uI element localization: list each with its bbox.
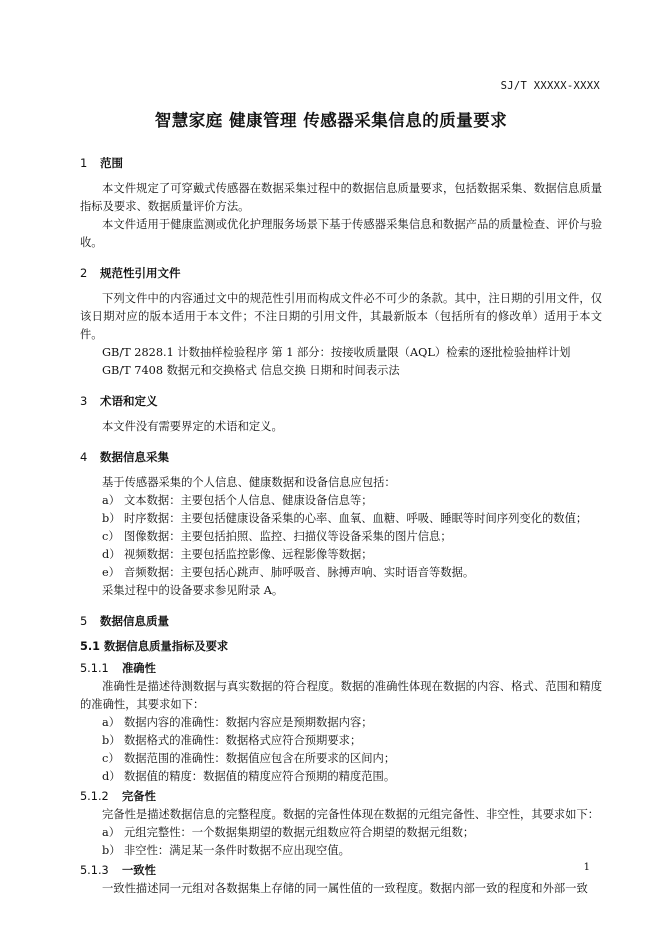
clause-5-1-2-heading [80, 788, 602, 806]
section-number: 2 [80, 266, 88, 280]
list-text: 数据内容的准确性：数据内容应是预期数据内容； [124, 716, 373, 729]
clause-number: 5.1.3 [80, 864, 109, 877]
paragraph: 本文件没有需要界定的术语和定义。 [102, 420, 283, 433]
subsection-5-1-heading: 5.1 数据信息质量指标及要求 [80, 640, 229, 653]
paragraph: 完备性是描述数据信息的完整程度。数据的完备性体现在数据的元组完备性、非空性，其要求如下： [102, 808, 600, 821]
paragraph: 采集过程中的设备要求参见附录 A。 [102, 584, 284, 597]
list-marker: c） [102, 530, 120, 543]
list-marker: d） [102, 548, 121, 561]
paragraph: 准确性是描述待测数据与真实数据的符合程度。数据的准确性体现在数据的内容、格式、范围和精度的准确性，其要求如下： [80, 680, 602, 711]
section-4-heading [80, 448, 602, 466]
list-text: 数据值的精度：数据值的精度应符合预期的精度范围。 [124, 770, 396, 783]
clause-number: 5.1.2 [80, 790, 109, 803]
clause-5-1-1-heading [80, 660, 602, 678]
list-marker: a） [102, 494, 121, 507]
list-marker: d） [102, 770, 121, 783]
list-text: 元组完整性：一个数据集期望的数据元组数应符合期望的数据元组数； [124, 826, 475, 839]
standard-code: SJ/T XXXXX-XXXX [500, 80, 600, 92]
list-marker: b） [102, 844, 121, 857]
normative-reference: GB/T 2828.1 计数抽样检验程序 第 1 部分：按接收质量限（AQL）检索的逐批检验抽样计划 [102, 346, 571, 359]
section-2-heading [80, 264, 602, 282]
paragraph: 基于传感器采集的个人信息、健康数据和设备信息应包括： [102, 476, 396, 489]
list-item [80, 510, 602, 528]
section-title: 数据信息质量 [100, 614, 169, 628]
section-number: 1 [80, 156, 88, 170]
clause-5-1-3-heading [80, 862, 602, 880]
clause-number: 5.1.1 [80, 662, 109, 675]
section-5-heading [80, 612, 602, 630]
list-item [80, 528, 602, 546]
section-number: 5 [80, 614, 88, 628]
list-marker: a） [102, 716, 121, 729]
list-marker: c） [102, 752, 120, 765]
list-item [80, 564, 602, 582]
section-title: 数据信息采集 [100, 450, 169, 464]
list-text: 文本数据：主要包括个人信息、健康设备信息等； [124, 494, 373, 507]
list-marker: b） [102, 512, 121, 525]
document-title: 智慧家庭 健康管理 传感器采集信息的质量要求 [154, 111, 508, 130]
list-marker: a） [102, 826, 121, 839]
section-title: 范围 [100, 156, 123, 170]
list-text: 非空性：满足某一条件时数据不应出现空值。 [124, 844, 350, 857]
list-item [80, 842, 602, 860]
list-text: 数据范围的准确性：数据值应包含在所要求的区间内； [124, 752, 396, 765]
section-1-heading [80, 154, 602, 172]
paragraph: 下列文件中的内容通过文中的规范性引用而构成文件必不可少的条款。其中，注日期的引用文件，仅该日期对应的版本适用于本文件；不注日期的引用文件，其最新版本（包括所有的修改单）适用于本文件。 [80, 292, 602, 341]
section-title: 规范性引用文件 [100, 266, 181, 280]
list-item [80, 546, 602, 564]
section-title: 术语和定义 [100, 394, 158, 408]
list-item [80, 732, 602, 750]
section-number: 4 [80, 450, 88, 464]
paragraph: 一致性描述同一元组对各数据集上存储的同一属性值的一致程度。数据内部一致的程度和外部一致 [102, 882, 588, 895]
list-item [80, 750, 602, 768]
normative-reference: GB/T 7408 数据元和交换格式 信息交换 日期和时间表示法 [102, 364, 400, 377]
list-text: 数据格式的准确性：数据格式应符合预期要求； [124, 734, 362, 747]
paragraph: 本文件规定了可穿戴式传感器在数据采集过程中的数据信息质量要求，包括数据采集、数据信息质量指标及要求、数据质量评价方法。 [80, 182, 602, 213]
list-item [80, 492, 602, 510]
list-marker: b） [102, 734, 121, 747]
list-text: 视频数据：主要包括监控影像、远程影像等数据； [124, 548, 373, 561]
page-number: 1 [583, 862, 590, 873]
section-number: 3 [80, 394, 88, 408]
list-item [80, 824, 602, 842]
clause-title: 完备性 [122, 790, 156, 803]
document-body [80, 148, 602, 898]
list-item [80, 714, 602, 732]
list-text: 音频数据：主要包括心跳声、肺呼吸音、脉搏声响、实时语音等数据。 [124, 566, 475, 579]
section-3-heading [80, 392, 602, 410]
list-text: 图像数据：主要包括拍照、监控、扫描仪等设备采集的图片信息； [124, 530, 452, 543]
list-item [80, 768, 602, 786]
paragraph: 本文件适用于健康监测或优化护理服务场景下基于传感器采集信息和数据产品的质量检查、评价与验收。 [80, 218, 602, 249]
list-text: 时序数据：主要包括健康设备采集的心率、血氧、血糖、呼吸、睡眠等时间序列变化的数值； [124, 512, 588, 525]
clause-title: 准确性 [122, 662, 156, 675]
list-marker: e） [102, 566, 120, 579]
clause-title: 一致性 [122, 864, 156, 877]
